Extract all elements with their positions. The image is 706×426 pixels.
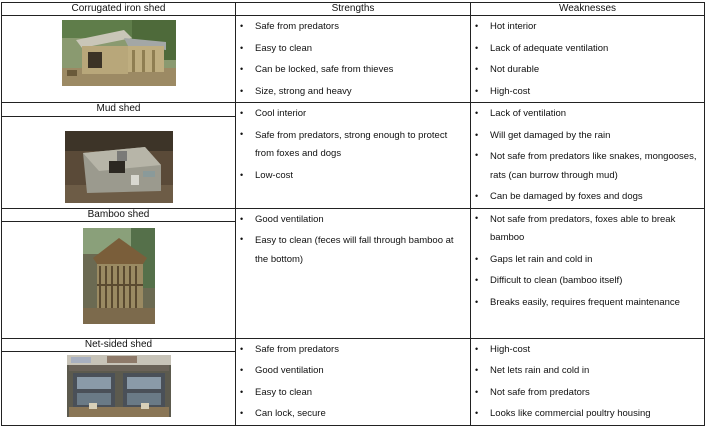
weakness-item: • Will get damaged by the rain: [471, 125, 704, 147]
strengths-mud: [236, 103, 471, 209]
weakness-item: • Net lets rain and cold in: [471, 360, 704, 382]
weakness-item: • Looks like commercial poultry housing: [471, 403, 704, 425]
weakness-item: • Not safe from predators like snakes, mongooses, rats (can burrow through mud): [471, 146, 704, 186]
row-name-net: Net-sided shed: [2, 338, 236, 352]
strength-item: • Good ventilation: [236, 360, 470, 382]
corrugated-iron-shed-photo: [62, 20, 176, 86]
image-cell-net: [2, 352, 236, 425]
mud-shed-photo: [65, 131, 173, 203]
weakness-item: • High-cost: [471, 81, 704, 103]
header-weaknesses: Weaknesses: [471, 3, 705, 16]
weakness-item: • Not safe from predators: [471, 382, 704, 404]
weakness-item: • Gaps let rain and cold in: [471, 249, 704, 271]
strength-item: • Easy to clean: [236, 382, 470, 404]
row-name-corrugated: Corrugated iron shed: [2, 3, 236, 16]
weakness-item: • Not safe from predators, foxes able to break bamboo: [471, 209, 704, 249]
image-cell-mud: [2, 116, 236, 208]
weaknesses-net: [471, 338, 705, 425]
weakness-item: • Lack of adequate ventilation: [471, 38, 704, 60]
weakness-item: • Not durable: [471, 59, 704, 81]
strength-item: • Size, strong and heavy: [236, 81, 470, 103]
strengths-bamboo: [236, 208, 471, 338]
weaknesses-corrugated: [471, 16, 705, 103]
weakness-item: • Breaks easily, requires frequent maintenance: [471, 292, 704, 314]
net-sided-shed-photo: [67, 355, 171, 417]
strength-item: • Low-cost: [236, 165, 470, 187]
strength-item: • Safe from predators: [236, 16, 470, 38]
image-cell-bamboo: [2, 221, 236, 338]
strengths-net: [236, 338, 471, 425]
strength-item: • Easy to clean: [236, 38, 470, 60]
row-name-mud: Mud shed: [2, 103, 236, 117]
strength-item: • Can be locked, safe from thieves: [236, 59, 470, 81]
bamboo-shed-photo: [83, 228, 155, 324]
weakness-item: • Difficult to clean (bamboo itself): [471, 270, 704, 292]
strength-item: • Good ventilation: [236, 209, 470, 231]
strength-item: • Safe from predators: [236, 339, 470, 361]
weakness-item: • Hot interior: [471, 16, 704, 38]
weakness-item: • Lack of ventilation: [471, 103, 704, 125]
strength-item: • Cool interior: [236, 103, 470, 125]
header-strengths: Strengths: [236, 3, 471, 16]
strength-item: • Can lock, secure: [236, 403, 470, 425]
strengths-corrugated: [236, 16, 471, 103]
image-cell-corrugated: [2, 16, 236, 103]
weaknesses-bamboo: [471, 208, 705, 338]
row-name-bamboo: Bamboo shed: [2, 208, 236, 221]
strength-item: • Safe from predators, strong enough to protect from foxes and dogs: [236, 125, 470, 165]
shed-comparison-table: [1, 2, 705, 426]
strength-item: • Easy to clean (feces will fall through bamboo at the bottom): [236, 230, 470, 270]
weakness-item: • Can be damaged by foxes and dogs: [471, 186, 704, 208]
weaknesses-mud: [471, 103, 705, 209]
weakness-item: • High-cost: [471, 339, 704, 361]
